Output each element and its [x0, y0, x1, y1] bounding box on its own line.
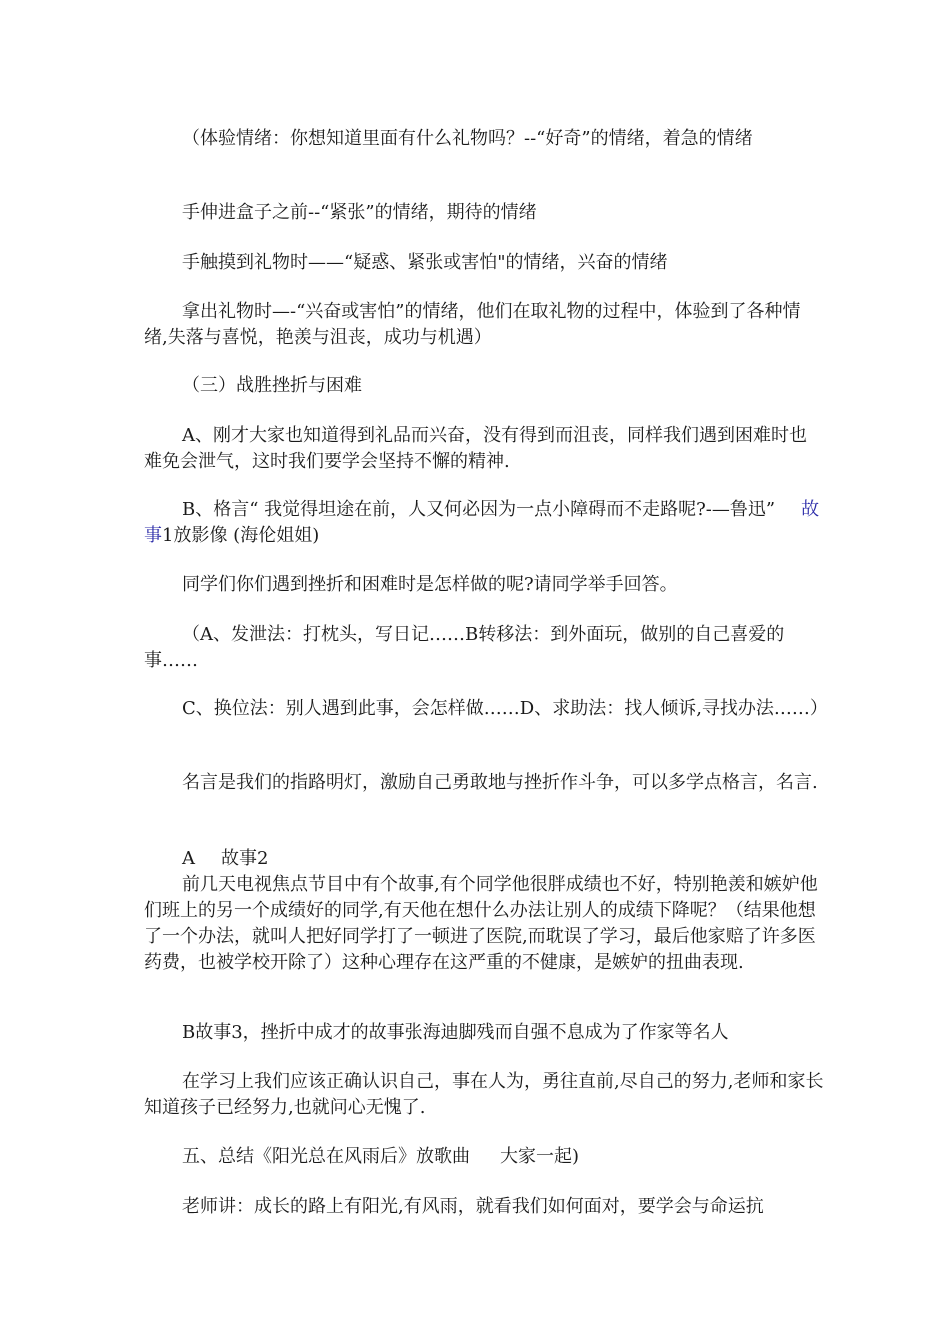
paragraph-text: 五、总结《阳光总在风雨后》放歌曲 — [182, 1146, 470, 1167]
paragraph-text: （A、发泄法：打枕头，写日记……B转移法：到外面玩，做别的自己喜爱的事…… — [144, 624, 785, 671]
paragraph-text: 手伸进盒子之前--“紧张”的情绪，期待的情绪 — [182, 202, 537, 223]
story-link[interactable]: 故事 — [144, 499, 820, 546]
paragraph-empathy-method — [144, 696, 828, 722]
section-heading-overcome-frustration — [144, 373, 824, 399]
paragraph-text: 手触摸到礼物时——“疑惑、紧张或害怕"的情绪，兴奋的情绪 — [182, 252, 668, 273]
paragraph-experience-emotions — [144, 126, 824, 152]
paragraph-text: A — [182, 848, 195, 869]
paragraph-b-motto — [144, 497, 824, 549]
paragraph-text: 在学习上我们应该正确认识自己，事在人为，勇往直前,尽自己的努力,老师和家长知道孩子已经努力,也就问心无愧了. — [144, 1071, 824, 1118]
paragraph-a-persistence — [144, 423, 824, 475]
paragraph-summary — [144, 1144, 824, 1170]
paragraph-taking-out-gift — [144, 299, 824, 351]
paragraph-story2-heading — [144, 846, 824, 872]
paragraph-text: C、换位法：别人遇到此事，会怎样做……D、求助法：找人倾诉,寻找办法……） — [182, 698, 828, 719]
paragraph-text: 同学们你们遇到挫折和困难时是怎样做的呢?请同学举手回答。 — [182, 574, 678, 595]
paragraph-text: 名言是我们的指路明灯，激励自己勇敢地与挫折作斗争，可以多学点格言，名言. — [182, 772, 818, 793]
paragraph-story2-body — [144, 872, 824, 976]
paragraph-quotes — [144, 770, 824, 796]
paragraph-text: 拿出礼物时—-“兴奋或害怕”的情绪，他们在取礼物的过程中，体验到了各种情绪,失落与喜悦，艳羡与沮丧，成功与机遇） — [144, 301, 801, 348]
paragraph-hand-into-box — [144, 200, 824, 226]
paragraph-text: 前几天电视焦点节目中有个故事,有个同学他很胖成绩也不好，特别艳羡和嫉妒他们班上的另一个成绩好的同学,有天他在想什么办法让别人的成绩下降呢？（结果他想了一个办法，就叫人把好同学打了一顿进了医院,而耽误了学习，最后他家赔了许多医药费，也被学校开除了）这种心理存在这严重的不健康，是嫉妒的扭曲表现. — [144, 874, 818, 973]
paragraph-text: 1放影像 (海伦姐姐) — [162, 525, 320, 546]
paragraph-question — [144, 572, 824, 598]
paragraph-story3 — [144, 1020, 824, 1046]
paragraph-text: （体验情绪：你想知道里面有什么礼物吗？--“好奇”的情绪，着急的情绪 — [182, 128, 753, 149]
paragraph-text: 故事2 — [221, 848, 269, 869]
paragraph-text: B、格言“ 我觉得坦途在前，人又何必因为一点小障碍而不走路呢?-—鲁迅” — [182, 499, 776, 520]
paragraph-text: A、刚才大家也知道得到礼品而兴奋，没有得到而沮丧，同样我们遇到困难时也难免会泄气，这时我们要学会坚持不懈的精神. — [144, 425, 807, 472]
paragraph-teacher-speech — [144, 1194, 824, 1220]
paragraph-touching-gift — [144, 250, 824, 276]
paragraph-vent-method — [144, 622, 824, 674]
paragraph-text: 大家一起) — [500, 1146, 580, 1167]
paragraph-text: B故事3，挫折中成才的故事张海迪脚残而自强不息成为了作家等名人 — [182, 1022, 729, 1043]
heading-text: （三）战胜挫折与困难 — [182, 375, 362, 396]
paragraph-study-attitude — [144, 1069, 824, 1121]
paragraph-text: 老师讲：成长的路上有阳光,有风雨，就看我们如何面对，要学会与命运抗 — [182, 1196, 764, 1217]
